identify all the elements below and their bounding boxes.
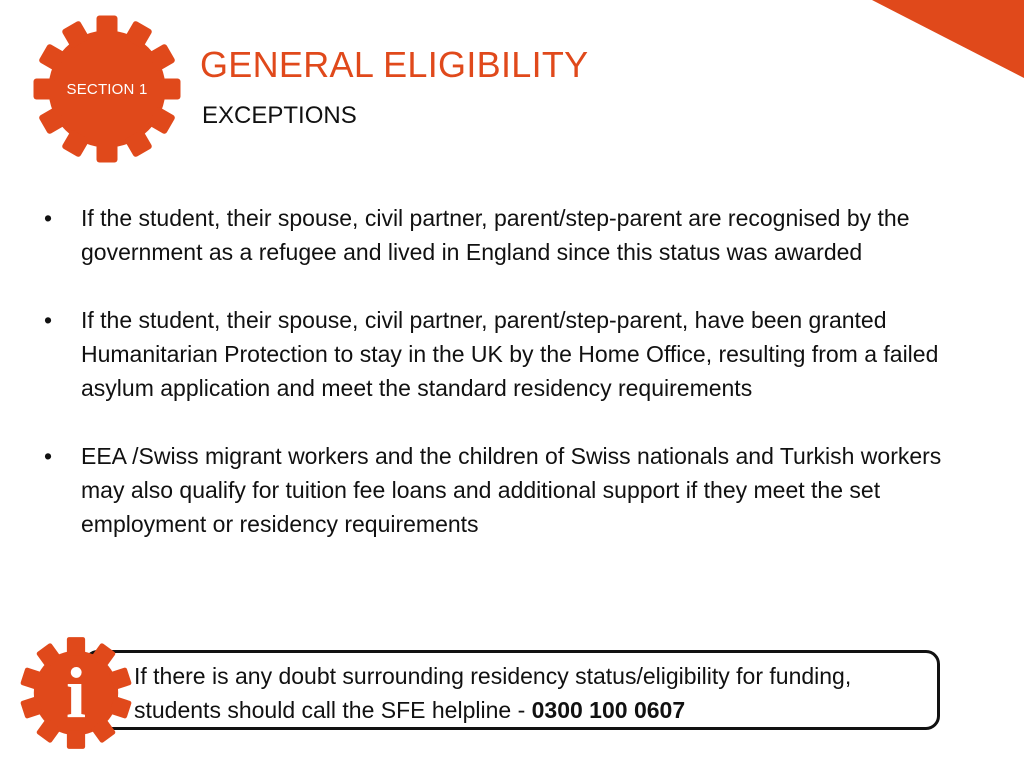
helpline-phone-number: 0300 100 0607: [531, 697, 686, 723]
bullet-item: [44, 201, 964, 269]
bullet-marker: •: [44, 443, 53, 469]
bullet-text: If the student, their spouse, civil partner, parent/step-parent, have been granted Humanitarian Protection to stay in the UK by the Home Office, resulting from a failed asylum application and meet the standard residency requirements: [81, 307, 939, 401]
bullet-list: [44, 201, 964, 575]
info-callout-text: [134, 659, 934, 727]
bullet-item: [44, 439, 964, 541]
bullet-marker: •: [44, 205, 53, 231]
bullet-text: If the student, their spouse, civil partner, parent/step-parent are recognised by the government as a refugee and lived in England since this status was awarded: [81, 205, 910, 265]
section-badge-label: SECTION 1: [66, 80, 148, 98]
page-title: GENERAL ELIGIBILITY: [200, 44, 589, 85]
page-subtitle: EXCEPTIONS: [202, 102, 357, 129]
bullet-text: EEA /Swiss migrant workers and the children of Swiss nationals and Turkish workers may also qualify for tuition fee loans and additional support if they meet the set employment or residency requirements: [81, 443, 942, 537]
info-icon-glyph: i: [65, 653, 86, 733]
bullet-item: [44, 303, 964, 405]
info-message: If there is any doubt surrounding residency status/eligibility for funding, students should call the SFE helpline -: [134, 663, 852, 723]
bullet-marker: •: [44, 307, 53, 333]
